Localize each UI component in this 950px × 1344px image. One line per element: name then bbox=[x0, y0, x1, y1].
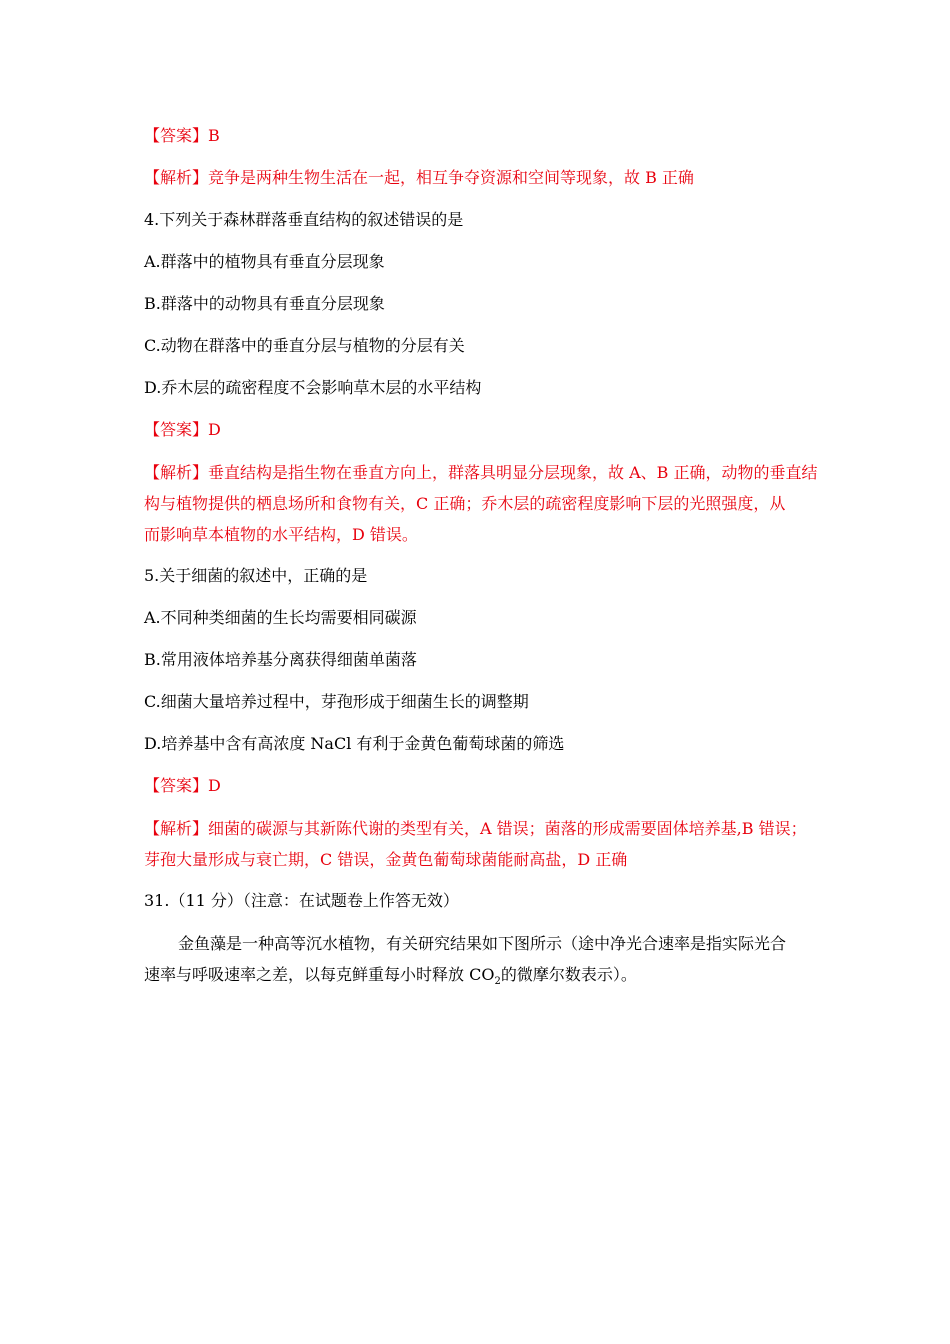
q4-option-b: B.群落中的动物具有垂直分层现象 bbox=[144, 294, 385, 313]
q4-analysis bbox=[144, 457, 818, 550]
q4-analysis-line: 【解析】垂直结构是指生物在垂直方向上，群落具明显分层现象，故 A、B 正确，动物的垂直结 bbox=[144, 463, 818, 482]
q5-option-a: A.不同种类细菌的生长均需要相同碳源 bbox=[144, 608, 417, 627]
q31-header: 31.（11 分）（注意：在试题卷上作答无效） bbox=[144, 891, 459, 910]
q3-answer: 【答案】B bbox=[144, 126, 220, 145]
q4-answer: 【答案】D bbox=[144, 420, 221, 439]
q5-option-c: C.细菌大量培养过程中，芽孢形成于细菌生长的调整期 bbox=[144, 692, 529, 711]
q4-analysis-line: 而影响草本植物的水平结构，D 错误。 bbox=[144, 525, 418, 544]
q4-analysis-line: 构与植物提供的栖息场所和食物有关，C 正确；乔木层的疏密程度影响下层的光照强度，从 bbox=[144, 494, 786, 513]
q3-analysis: 【解析】竞争是两种生物生活在一起，相互争夺资源和空间等现象，故 B 正确 bbox=[144, 168, 694, 187]
q31-intro-line: 速率与呼吸速率之差，以每克鲜重每小时释放 $CO_2$的微摩尔数表示）。 bbox=[144, 965, 637, 988]
q31-intro bbox=[144, 928, 810, 990]
q5-option-b: B.常用液体培养基分离获得细菌单菌落 bbox=[144, 650, 417, 669]
q4-stem: 4.下列关于森林群落垂直结构的叙述错误的是 bbox=[144, 210, 464, 229]
q4-option-a: A.群落中的植物具有垂直分层现象 bbox=[144, 252, 385, 271]
q5-option-d: D.培养基中含有高浓度 NaCl 有利于金黄色葡萄球菌的筛选 bbox=[144, 734, 565, 753]
q5-analysis-line: 【解析】细菌的碳源与其新陈代谢的类型有关，A 错误；菌落的形成需要固体培养基,B 错误； bbox=[144, 819, 807, 838]
q31-intro-line: 金鱼藻是一种高等沉水植物，有关研究结果如下图所示（途中净光合速率是指实际光合 bbox=[178, 934, 787, 953]
q4-option-c: C.动物在群落中的垂直分层与植物的分层有关 bbox=[144, 336, 465, 355]
q5-answer: 【答案】D bbox=[144, 776, 221, 795]
q5-analysis bbox=[144, 813, 810, 875]
q5-analysis-line: 芽孢大量形成与衰亡期，C 错误，金黄色葡萄球菌能耐高盐，D 正确 bbox=[144, 850, 628, 869]
q4-option-d: D.乔木层的疏密程度不会影响草木层的水平结构 bbox=[144, 378, 482, 397]
q5-stem: 5.关于细菌的叙述中，正确的是 bbox=[144, 566, 368, 585]
